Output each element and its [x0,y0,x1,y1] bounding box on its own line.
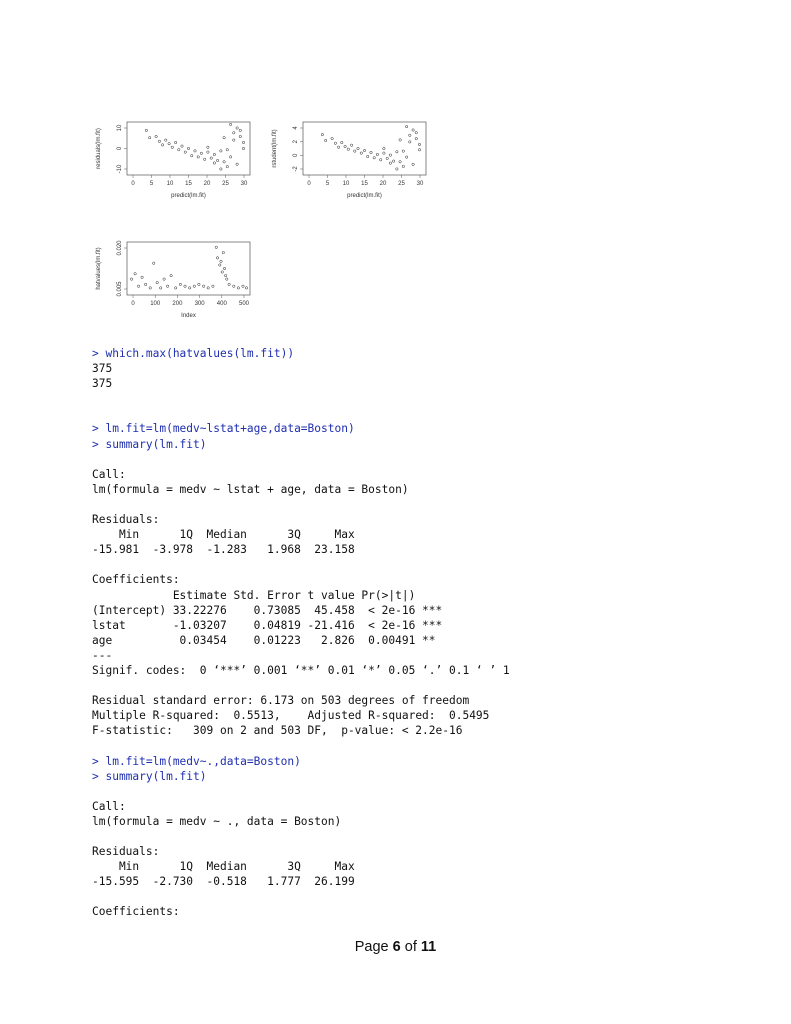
data-point [350,144,352,146]
console-output-line: age 0.03454 0.01223 2.826 0.00491 ** [92,633,443,647]
data-point [221,271,223,273]
console-output-line [92,829,510,844]
data-point [239,129,241,131]
data-point [402,165,404,167]
page-current: 6 [392,939,401,955]
data-point [415,131,417,133]
y-axis-label: hatvalues(lm.fit) [96,247,102,290]
data-point [178,149,180,151]
y-tick-label: 4 [293,126,299,130]
data-point [226,149,228,151]
data-point [418,143,420,145]
data-point [229,156,231,158]
x-axis-label: Index [181,313,196,319]
data-point [171,146,173,148]
r-console-output [92,346,510,920]
data-point [239,135,241,137]
console-output-line: lm(formula = medv ~ lstat + age, data = Boston) [92,482,409,496]
data-point [220,150,222,152]
y-axis-label: residuals(lm.fit) [96,128,102,169]
x-tick-label: 0 [131,181,135,187]
data-point [161,144,163,146]
data-point [389,154,391,156]
data-point [184,151,186,153]
y-tick-label: 0 [293,153,299,158]
data-point [331,137,333,139]
data-point [194,150,196,152]
data-point [405,125,407,127]
data-point [210,157,212,159]
data-point [226,165,228,167]
console-output-line [92,678,510,693]
console-output-line [92,557,510,572]
data-point [396,168,398,170]
data-point [363,149,365,151]
data-point [219,264,221,266]
data-point [236,127,238,129]
data-point [181,145,183,147]
y-tick-label: 0.005 [117,281,123,297]
data-point [223,137,225,139]
x-axis-label: predict(lm.fit) [171,193,206,199]
data-point [137,285,139,287]
data-point [223,267,225,269]
console-output-line: Coefficients: [92,905,180,919]
data-point [415,137,417,139]
data-point [174,141,176,143]
data-point [412,163,414,165]
data-point [347,148,349,150]
console-output-line: lm(formula = medv ~ ., data = Boston) [92,814,342,828]
data-point [191,155,193,157]
x-axis-label: predict(lm.fit) [347,193,382,199]
data-point [156,281,158,283]
x-tick-label: 30 [240,181,248,187]
data-point [380,159,382,161]
console-command: > summary(lm.fit) [92,769,207,783]
data-point [215,246,217,248]
data-point [409,134,411,136]
x-tick-label: 25 [222,181,229,187]
data-point [134,273,136,275]
data-point [242,141,244,143]
data-point [399,139,401,141]
data-point [245,287,247,289]
console-output-line: F-statistic: 309 on 2 and 503 DF, p-value: < 2.2e-16 [92,724,463,738]
console-output-line: Coefficients: [92,573,180,587]
data-point [175,287,177,289]
x-tick-label: 500 [238,301,250,307]
data-point [376,153,378,155]
console-output-line [92,406,510,421]
data-point [341,141,343,143]
page-total: 11 [420,939,437,955]
data-point [158,140,160,142]
page-label: Page [354,939,393,955]
data-point [354,150,356,152]
data-point [216,257,218,259]
console-output-line: Estimate Std. Error t value Pr(>|t|) [92,588,443,602]
y-tick-label: 0.020 [117,240,123,256]
console-output-line [92,452,510,467]
data-point [399,161,401,163]
data-point [334,142,336,144]
rstudent-plot-svg [268,112,438,208]
data-point [344,145,346,147]
console-output-line: Min 1Q Median 3Q Max [92,860,362,874]
data-point [383,147,385,149]
data-point [202,285,204,287]
page-footer [0,939,791,955]
data-point [360,152,362,154]
data-point [233,132,235,134]
console-output-line: Multiple R-squared: 0.5513, Adjusted R-squared: 0.5495 [92,709,497,723]
data-point [220,168,222,170]
data-point [396,151,398,153]
console-output-line: (Intercept) 33.22276 0.73085 45.458 < 2e-16 *** [92,603,443,617]
data-point [223,161,225,163]
console-output-line: Signif. codes: 0 ‘***’ 0.001 ‘**’ 0.01 ‘*’ 0.05 ‘.’ 0.1 ‘ ’ 1 [92,663,510,677]
y-tick-label: -10 [117,164,123,174]
data-point [200,152,202,154]
x-tick-label: 0 [131,301,135,307]
data-point [141,276,143,278]
data-point [233,285,235,287]
data-point [130,278,132,280]
data-point [168,143,170,145]
data-point [149,137,151,139]
data-point [207,146,209,148]
data-point [233,139,235,141]
data-point [204,158,206,160]
data-point [179,283,181,285]
console-command: > lm.fit=lm(medv~lstat+age,data=Boston) [92,422,355,436]
data-point [160,287,162,289]
data-point [226,278,228,280]
console-output-line: Min 1Q Median 3Q Max [92,528,362,542]
data-point [389,162,391,164]
console-command: > summary(lm.fit) [92,437,207,451]
data-point [213,153,215,155]
x-tick-label: 200 [172,301,183,307]
y-tick-label: 10 [117,124,123,132]
hatvalues-plot-svg [92,232,262,328]
page-of: of [400,939,421,955]
x-tick-label: 5 [149,181,154,187]
data-point [144,283,146,285]
data-point [220,260,222,262]
console-output-line: Residuals: [92,845,160,859]
console-output-line [92,784,510,799]
x-tick-label: 30 [416,181,424,187]
data-point [242,285,244,287]
console-output-line [92,497,510,512]
x-tick-label: 25 [398,181,405,187]
console-output-line: lstat -1.03207 0.04819 -21.416 < 2e-16 *** [92,618,443,632]
x-tick-label: 100 [150,301,161,307]
data-point [198,283,200,285]
data-point [412,129,414,131]
y-tick-label: 0 [117,146,123,151]
data-point [409,141,411,143]
x-tick-label: 15 [361,181,368,187]
residuals-plot [92,112,262,208]
console-output-line [92,738,510,753]
x-tick-label: 20 [203,181,211,187]
data-point [222,251,224,253]
data-point [184,285,186,287]
y-tick-label: 2 [293,139,299,144]
data-point [212,285,214,287]
y-tick-label: -2 [293,166,299,172]
data-point [166,285,168,287]
data-point [337,146,339,148]
hatvalues-plot [92,232,262,328]
x-tick-label: 20 [379,181,387,187]
data-point [373,157,375,159]
console-output-line: Residuals: [92,513,160,527]
console-output-line: Residual standard error: 6.173 on 503 degrees of freedom [92,694,470,708]
data-point [357,147,359,149]
data-point [224,274,226,276]
console-output-line: 375 [92,377,113,391]
console-output-line: Call: [92,467,126,481]
data-point [418,149,420,151]
console-output-line: -15.595 -2.730 -0.518 1.777 26.199 [92,875,362,889]
console-command: > which.max(hatvalues(lm.fit)) [92,347,295,360]
data-point [155,135,157,137]
data-point [163,278,165,280]
data-point [229,123,231,125]
data-point [193,285,195,287]
data-point [392,160,394,162]
console-output-line: --- [92,648,113,662]
x-tick-label: 400 [216,301,227,307]
data-point [236,163,238,165]
data-point [325,139,327,141]
data-point [207,287,209,289]
data-point [216,159,218,161]
data-point [386,157,388,159]
console-command: > lm.fit=lm(medv~.,data=Boston) [92,754,301,768]
x-tick-label: 10 [342,181,350,187]
data-point [145,129,147,131]
data-point [189,287,191,289]
x-tick-label: 300 [194,301,205,307]
console-output-line: -15.981 -3.978 -1.283 1.968 23.158 [92,543,362,557]
plot-frame [127,242,250,295]
plot-frame [303,122,426,175]
console-output-line [92,391,510,406]
x-tick-label: 10 [166,181,174,187]
data-point [383,152,385,154]
data-point [149,287,151,289]
data-point [153,262,155,264]
data-point [170,274,172,276]
console-output-line: 375 [92,362,113,376]
x-tick-label: 5 [325,181,330,187]
data-point [370,151,372,153]
data-point [405,156,407,158]
data-point [367,155,369,157]
x-tick-label: 15 [185,181,192,187]
data-point [242,147,244,149]
data-point [187,147,189,149]
residuals-plot-svg [92,112,262,208]
console-output-line: Call: [92,799,126,813]
data-point [228,283,230,285]
data-point [237,287,239,289]
data-point [197,156,199,158]
data-point [165,139,167,141]
data-point [321,133,323,135]
data-point [207,151,209,153]
rstudent-plot [268,112,438,208]
console-output-line [92,889,510,904]
data-point [402,150,404,152]
x-tick-label: 0 [307,181,311,187]
data-point [213,162,215,164]
y-axis-label: rstudent(lm.fit) [272,129,278,168]
